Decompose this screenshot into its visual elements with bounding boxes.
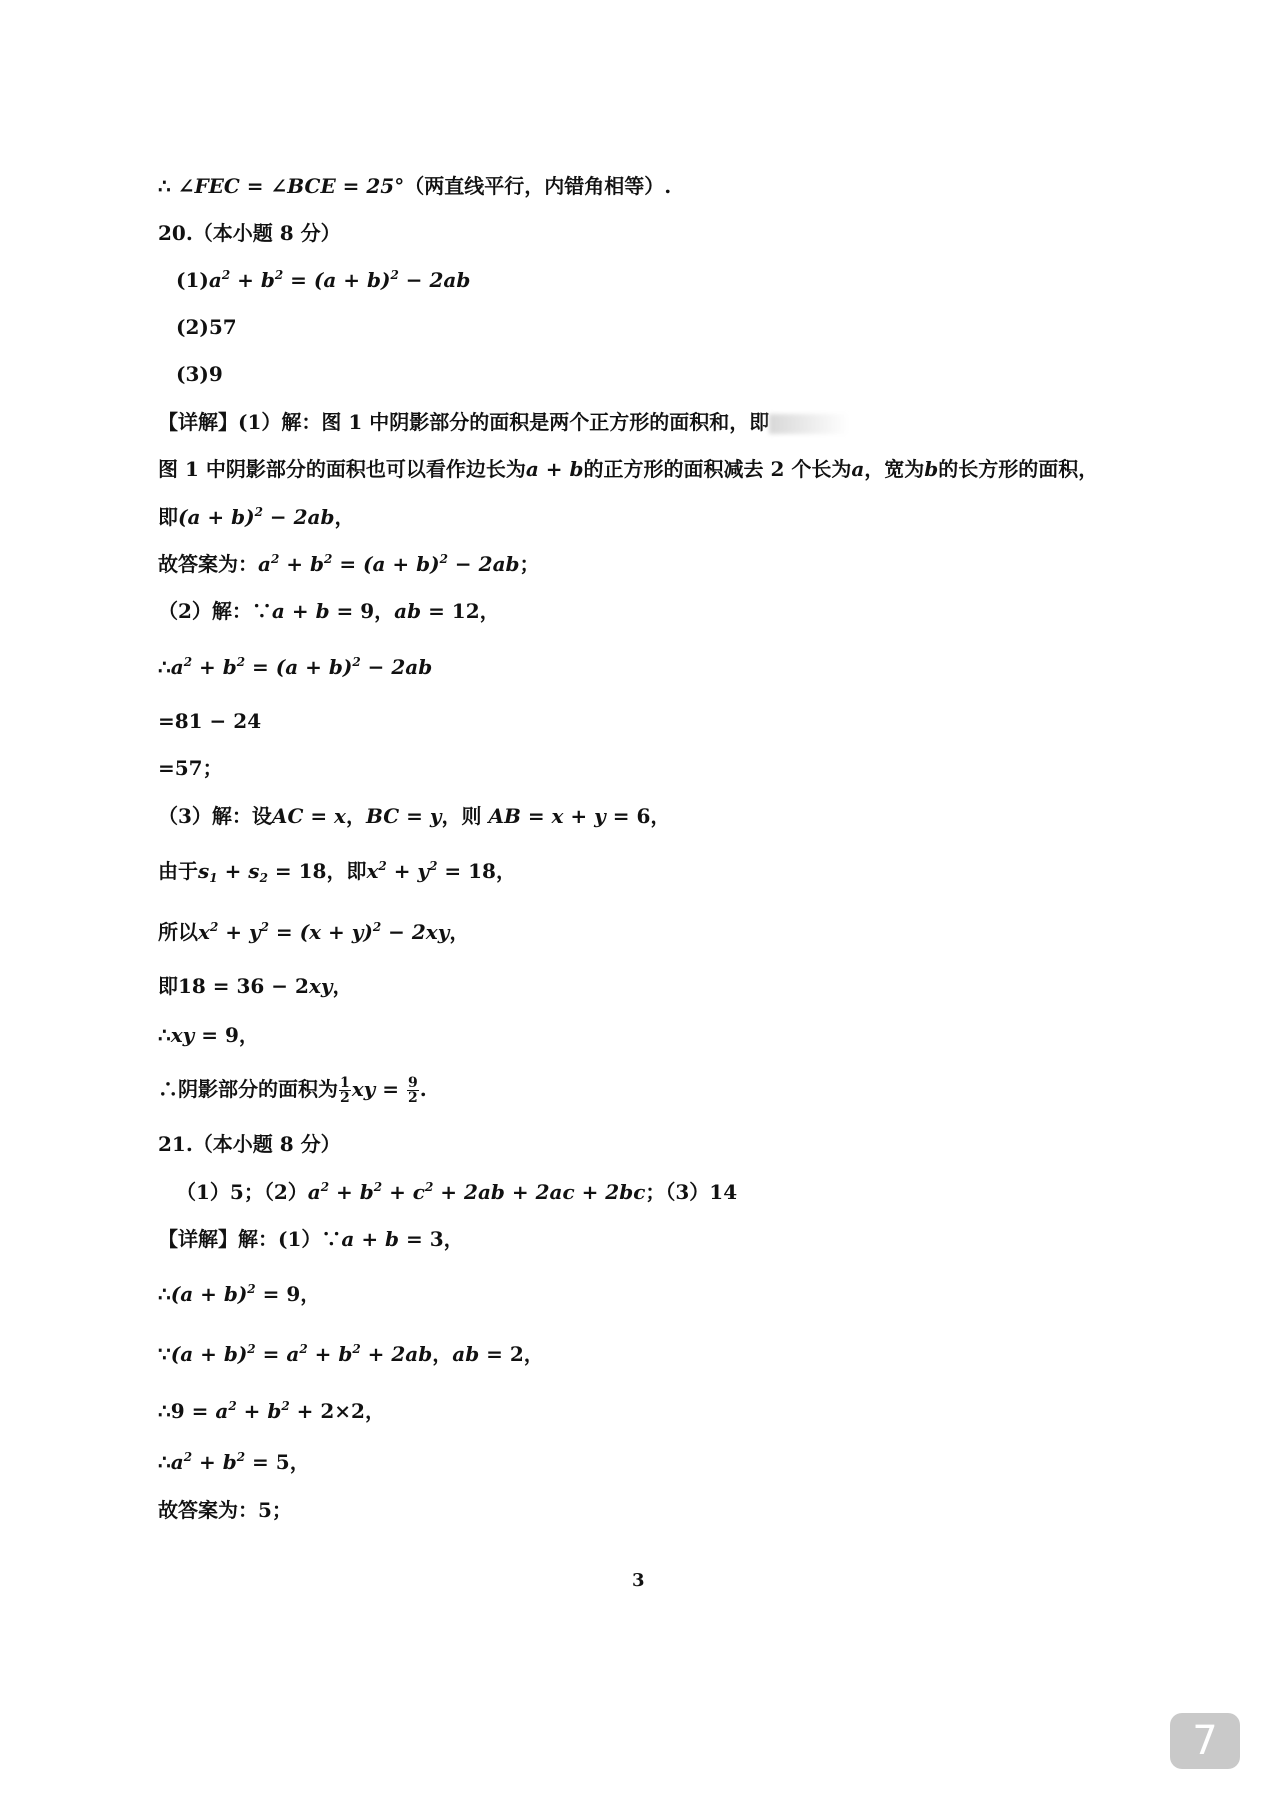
line-text: ，宽为 (864, 457, 925, 481)
detail-20-line9: （3）解：设AC = x，BC = y，则 AB = x + y = 6， (158, 804, 671, 828)
detail-20-line10: 由于$s_1 + s_2 = 18$，即$x^2 + y^2 = 18$， (158, 859, 516, 885)
detail-20-line6: $\therefore a^2 + b^2 = (a + b)^2 - 2ab$ (158, 655, 433, 679)
therefore-symbol: ∴ (158, 655, 171, 679)
detail-20-line14: ∴阴影部分的面积为 $\frac{1}{2}$ xy = $\frac{9}{2}$ . (158, 1075, 427, 1106)
question-20-header: 20.（本小题 8 分） (158, 221, 341, 245)
detail-21-line4: ∴9 = $a^2 + b^2 + 2\times 2$， (158, 1399, 385, 1423)
detail-21-line1: 【详解】解：(1）∵a + b = 3， (158, 1227, 464, 1251)
answer-21: （1）5；$(2)a^2 + b^2 + c^2 + 2ab + 2ac + 2bc$；（3）14 (176, 1180, 738, 1204)
detail-20-line12: 即18 = 36 − 2xy， (158, 974, 353, 998)
answer-20-part3: (3)9 (176, 362, 223, 386)
because-symbol: ∵ (158, 1342, 171, 1366)
detail-21-line5: $\therefore a^2 + b^2 = 5$， (158, 1450, 310, 1474)
therefore-symbol: ∴ (158, 1450, 171, 1474)
detail-20-line5: （2）解：∵a + b = 9，ab = 12， (158, 599, 500, 623)
line-text: 【详解】解：(1）∵ (158, 1227, 342, 1251)
page-badge[interactable]: 7 (1170, 1713, 1240, 1769)
detail-21-line2: ∴(a + b)$^2$ = 9， (158, 1282, 321, 1306)
line-text: （两直线平行，内错角相等）. (404, 174, 672, 198)
blurred-content (769, 414, 849, 434)
detail-20-line1 (158, 408, 849, 436)
detail-20-line3: 即$(a + b)^2 - 2ab$， (158, 505, 355, 529)
detail-20-line4: 故答案为：$a^2 + b^2 = (a + b)^2 - 2ab$； (158, 552, 540, 576)
line-text: （1）5；（2） (176, 1180, 308, 1204)
question-21-header: 21.（本小题 8 分） (158, 1132, 341, 1156)
answer-20-part1: $(1)a^2 + b^2 = (a + b)^2 - 2ab$ (176, 268, 471, 292)
line-text: 阴影部分的面积为 (178, 1077, 338, 1101)
detail-20-line11: 所以$x^2 + y^2 = (x + y)^2 - 2xy$， (158, 920, 470, 944)
detail-20-line7: =81 − 24 (158, 709, 262, 733)
detail-21-line6: 故答案为：5； (158, 1498, 292, 1522)
therefore-symbol: ∴ (158, 1023, 171, 1047)
answer-20-part2: (2)57 (176, 315, 237, 339)
line-text: 【详解】(1）解：图 1 中阴影部分的面积是两个正方形的面积和，即 (158, 410, 770, 434)
line-text: （2）解：∵ (158, 599, 272, 623)
line-text: 即 (158, 974, 178, 998)
line-text: 的长方形的面积， (938, 457, 1099, 481)
part-label: (1) (176, 268, 209, 292)
detail-20-line13: ∴xy = 9， (158, 1023, 259, 1047)
detail-20-line2: 图 1 中阴影部分的面积也可以看作边长为a + b的正方形的面积减去 2 个长为a，宽为b的长方形的面积， (158, 457, 1099, 481)
line-text: ，即 (326, 859, 367, 883)
line-fec-bce (158, 172, 671, 200)
line-text: 图 1 中阴影部分的面积也可以看作边长为 (158, 457, 526, 481)
line-text: ；（3）14 (645, 1180, 738, 1204)
therefore-symbol: ∴ (158, 1399, 171, 1423)
line-text: 故答案为： (158, 552, 258, 576)
line-text: 即 (158, 505, 178, 529)
therefore-symbol: ∴ (158, 1282, 171, 1306)
angle-equation: ∠FEC = ∠BCE = 25° (177, 174, 405, 198)
line-text: 所以 (158, 920, 198, 944)
line-text: 的正方形的面积减去 2 个长为 (583, 457, 852, 481)
detail-20-line8: =57； (158, 756, 223, 780)
line-text: （3）解：设 (158, 804, 272, 828)
detail-21-line3: ∵(a + $b)^2 = a^2 + b^2 + 2ab$，ab = 2， (158, 1342, 544, 1366)
line-text: 由于 (158, 859, 198, 883)
page-number: 3 (632, 1570, 645, 1591)
therefore-symbol: ∴ (158, 1077, 178, 1101)
therefore-symbol: ∴ (158, 174, 171, 198)
